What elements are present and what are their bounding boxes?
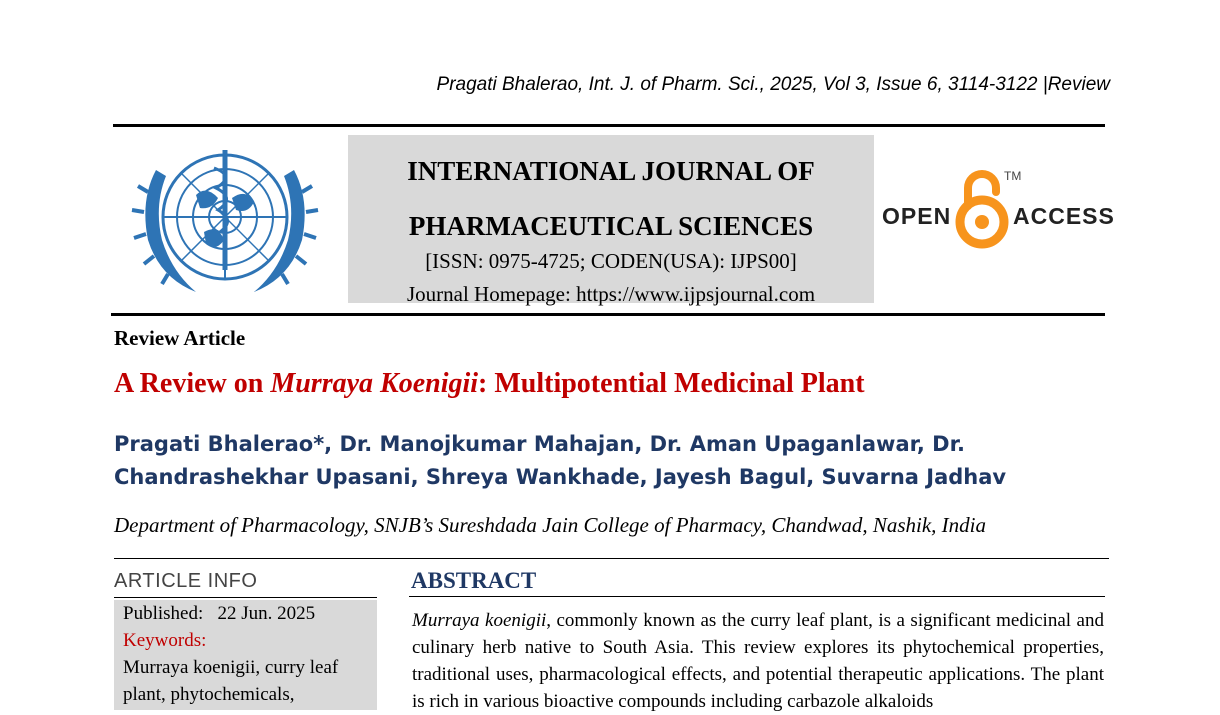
journal-title-line2: PHARMACEUTICAL SCIENCES [408,211,814,241]
keywords-label: Keywords: [123,630,207,651]
homepage-line: Journal Homepage: https://www.ijpsjournal.com [406,282,816,306]
article-title-suffix: : Multipotential Medicinal Plant [478,368,865,399]
issn-line: [ISSN: 0975-4725; CODEN(USA): IJPS00] [425,249,797,273]
header-rule-bottom [111,313,1105,316]
abstract-heading: ABSTRACT [411,568,537,593]
article-info-rule [114,597,377,598]
abstract-text: , commonly known as the curry leaf plant, is a significant medicinal and culinary herb native to South Asia. This review explores its phytochemical properties, traditional uses, pharmacological effects, and potential therapeutic applications. The plant is rich in various bioactive compounds including carbazole alkaloids [412,610,1104,712]
article-info-heading: ARTICLE INFO [114,570,258,592]
published-row [123,600,377,627]
author-list-line2: Chandrashekhar Upasani, Shreya Wankhade, Jayesh Bagul, Suvarna Jadhav [114,465,1007,489]
article-title [114,368,865,400]
published-label: Published: [123,603,204,624]
journal-title-line1: INTERNATIONAL JOURNAL OF [407,156,815,186]
article-title-species: Murraya Koenigii [270,368,479,399]
open-access-logo [880,166,1115,254]
keywords-line1: Murraya koenigii, curry leaf [123,657,339,678]
un-emblem-logo [126,140,324,306]
published-date: 22 Jun. 2025 [217,603,316,624]
journal-masthead [348,135,874,306]
running-header: Pragati Bhalerao, Int. J. of Pharm. Sci., 2025, Vol 3, Issue 6, 3114-3122 |Review [436,74,1110,95]
abstract-body [412,607,1104,715]
section-divider [114,558,1109,559]
keywords-line2: plant, phytochemicals, [123,684,295,705]
abstract-species-name: Murraya koenigii [412,610,547,631]
author-list-line1: Pragati Bhalerao*, Dr. Manojkumar Mahajan, Dr. Aman Upaganlawar, Dr. [114,432,965,456]
author-affiliation: Department of Pharmacology, SNJB’s Sureshdada Jain College of Pharmacy, Chandwad, Nashik, India [114,513,987,537]
header-rule-top [113,124,1105,127]
article-type-label: Review Article [114,326,246,350]
trademark-mark: TM [1004,169,1022,183]
article-title-prefix: A Review on [114,368,271,399]
author-list [114,428,1104,494]
open-access-open-text: OPEN [882,203,952,229]
abstract-rule [409,596,1105,597]
open-access-access-text: ACCESS [1013,203,1115,229]
article-info-box [114,600,377,710]
open-access-lock-icon [954,166,1010,250]
